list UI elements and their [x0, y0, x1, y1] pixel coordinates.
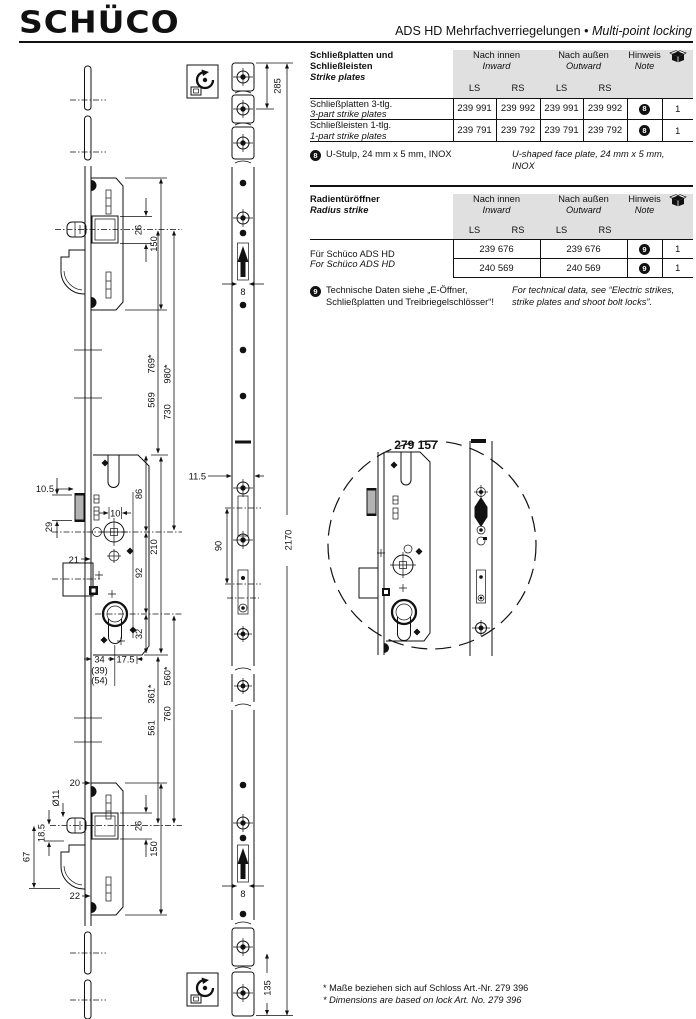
screw-hole — [233, 209, 253, 227]
top-hook-lock — [55, 178, 182, 310]
dim-label-2170: 2170 — [283, 529, 294, 551]
technical-drawing — [0, 45, 560, 1019]
detail-article-number: 279 157 — [394, 438, 438, 452]
dim-label-8-top: 8 — [240, 287, 246, 297]
title-separator: • — [584, 24, 589, 38]
dim-label-18_5: 18.5 — [36, 823, 47, 843]
dim-label-980: 980* — [162, 364, 173, 384]
dim-label-8-bottom: 8 — [240, 889, 246, 899]
dim-label-285: 285 — [272, 78, 283, 94]
screw-hole — [233, 100, 253, 118]
subcol-rs-1: RS — [496, 225, 540, 240]
dim-label-150-bottom: 150 — [149, 841, 159, 857]
footnote-en: * Dimensions are based on lock Art. No. 279 396 — [323, 995, 522, 1006]
dim-label-20: 20 — [69, 778, 80, 788]
col-note-header: Hinweis Note — [627, 194, 662, 240]
col-note-header: Hinweis Note — [627, 50, 662, 98]
dim-label-569: 569 — [146, 392, 157, 408]
table1-title-en: Strike plates — [310, 71, 366, 82]
main-lock-dimensions — [36, 455, 168, 686]
chain-dimensions — [147, 231, 175, 823]
screw-hole — [239, 604, 247, 612]
screw-hole — [233, 68, 253, 86]
col-group-inward: Nach innen Inward — [453, 194, 540, 225]
table-row: 240 569 240 569 9 1 — [310, 259, 693, 278]
note-number-badge: 9 — [639, 244, 650, 255]
screw-hole — [233, 938, 253, 956]
dim-label-86: 86 — [134, 488, 144, 500]
dim-label-54: (54) — [91, 675, 108, 686]
dim-label-760: 760 — [162, 706, 173, 722]
dim-label-561: 561 — [146, 720, 157, 736]
dim-label-21: 21 — [68, 555, 79, 565]
col-package-header — [662, 194, 693, 240]
dim-label-11_5: 11.5 — [188, 471, 206, 482]
shoot-bolt-box — [63, 563, 93, 596]
note-number-badge: 9 — [639, 263, 650, 274]
col-package-header — [662, 50, 693, 98]
spindle-olive — [475, 497, 488, 527]
hook-bolt — [238, 246, 249, 277]
table1-title-de2: Schließleisten — [310, 60, 373, 71]
dim-label-32: 32 — [134, 628, 144, 640]
dim-label-29: 29 — [44, 521, 54, 533]
dim-label-730: 730 — [162, 404, 173, 420]
dim-label-90: 90 — [213, 540, 224, 552]
dim-label-560: 560* — [162, 666, 173, 686]
subcol-ls-1: LS — [453, 83, 496, 98]
screw-hole — [234, 626, 252, 642]
dim-label-769: 769* — [146, 354, 157, 374]
dim-label-210: 210 — [149, 539, 159, 555]
note-8: 8 U-Stulp, 24 mm x 5 mm, INOX U-shaped face plate, 24 mm x 5 mm, INOX — [310, 149, 693, 172]
lock-edge-view — [70, 66, 106, 1019]
screw-hole — [234, 678, 252, 694]
dim-label-26-top: 26 — [133, 224, 144, 236]
note-number-badge: 8 — [639, 104, 650, 115]
footnotes — [323, 982, 528, 1007]
detail-circle — [328, 438, 536, 656]
subcol-ls-1: LS — [453, 225, 496, 240]
package-icon — [669, 50, 687, 64]
note-number-badge: 8 — [639, 125, 650, 136]
page-title-de: ADS HD Mehrfachverriegelungen — [395, 24, 581, 38]
screw-hole — [233, 134, 253, 152]
hook-bolt — [238, 848, 249, 879]
subcol-ls-2: LS — [540, 225, 583, 240]
dim-label-10_5: 10.5 — [35, 484, 54, 494]
dim-label-34: 34 — [94, 654, 105, 665]
table1-title-de1: Schließplatten und — [310, 50, 394, 60]
screw-hole — [477, 526, 485, 534]
footnote-de: * Maße beziehen sich auf Schloss Art.-Nr. 279 396 — [323, 983, 529, 993]
subcol-rs-1: RS — [496, 83, 540, 98]
dim-label-361: 361* — [146, 684, 157, 704]
package-icon — [669, 194, 687, 208]
page-title-en: Multi-point locking — [591, 24, 692, 38]
table-row: Für Schüco ADS HD For Schüco ADS HD 239 676 239 676 9 1 — [310, 240, 693, 259]
dim-label-135: 135 — [262, 980, 273, 996]
col-group-outward: Nach außen Outward — [540, 50, 627, 83]
magnet-block — [75, 495, 84, 520]
col-group-outward: Nach außen Outward — [540, 194, 627, 225]
screw-hole — [233, 479, 253, 497]
screw-hole — [478, 595, 484, 601]
schueco-logo: SCHÜCO — [19, 4, 180, 40]
subcol-rs-2: RS — [583, 83, 627, 98]
header-rule — [19, 41, 693, 43]
rotation-direction-icon — [187, 65, 218, 98]
dim-label-150-top: 150 — [149, 236, 159, 252]
subcol-ls-2: LS — [540, 83, 583, 98]
rotation-direction-icon — [187, 973, 218, 1006]
dim-label-39: (39) — [91, 665, 108, 676]
dim-label-67: 67 — [21, 851, 32, 863]
subcol-rs-2: RS — [583, 225, 627, 240]
dim-label-17_5: 17.5 — [116, 654, 135, 665]
screw-hole — [233, 814, 253, 832]
dim-label-92: 92 — [134, 567, 144, 579]
dim-label-26-bottom: 26 — [133, 820, 144, 832]
screw-hole — [233, 531, 253, 549]
note-number-badge: 8 — [310, 150, 321, 161]
table2-title: Radientüröffner Radius strike — [310, 193, 380, 215]
screw-hole — [474, 485, 488, 499]
face-plate-front-view — [189, 63, 294, 1016]
dim-label-10: 10 — [110, 508, 121, 519]
page-title — [395, 24, 692, 38]
table-row: Schließleisten 1-tlg. 1-part strike plates 239 791 239 792 239 791 239 792 8 1 — [310, 120, 693, 142]
note-9: 9 Technische Daten siehe „E-Öffner, Schließplatten und Treibriegelschlösser“! For technical data, see “Electric strikes, strike plates and shoot bolt locks”. — [310, 285, 693, 308]
note-number-badge: 9 — [310, 286, 321, 297]
table-row: Schließplatten 3-tlg. 3-part strike plates 239 991 239 992 239 991 239 992 8 1 — [310, 98, 693, 120]
dim-label-d11: Ø11 — [51, 789, 61, 807]
col-group-inward: Nach innen Inward — [453, 50, 540, 83]
screw-hole — [233, 984, 253, 1002]
dim-label-22: 22 — [69, 891, 80, 901]
